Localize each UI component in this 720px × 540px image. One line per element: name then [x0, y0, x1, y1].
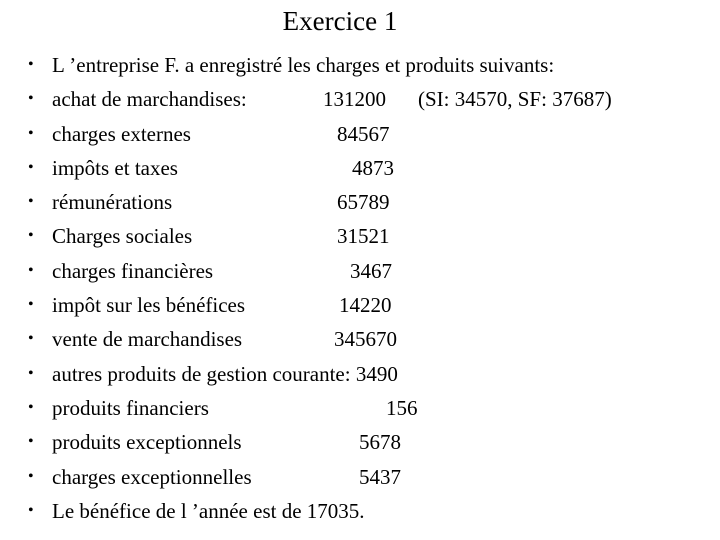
- item-label: achat de marchandises:: [52, 87, 247, 112]
- item-value: 5678: [359, 430, 401, 455]
- item-label: impôt sur les bénéfices: [52, 293, 246, 318]
- item-value: 5437: [359, 464, 401, 489]
- bullet-icon: •: [28, 467, 34, 485]
- bullet-icon: •: [28, 261, 34, 279]
- list-item: [0, 460, 720, 494]
- item-label: charges externes: [52, 121, 191, 146]
- list-item: [0, 494, 720, 528]
- list-item: [0, 357, 720, 391]
- list-item: [0, 254, 720, 288]
- bullet-icon: •: [28, 227, 34, 245]
- list-item: [0, 117, 720, 151]
- bullet-icon: •: [28, 398, 34, 416]
- bullet-list: [0, 48, 720, 528]
- item-label: L ’entreprise F. a enregistré les charges et produits suivants:: [52, 53, 555, 77]
- bullet-icon: •: [28, 158, 34, 176]
- item-label: rémunérations: [52, 190, 173, 215]
- item-value: 4873: [352, 155, 394, 180]
- bullet-icon: •: [28, 501, 34, 519]
- list-item: [0, 425, 720, 459]
- bullet-icon: •: [28, 124, 34, 142]
- item-label: produits financiers: [52, 395, 209, 420]
- list-item: [0, 151, 720, 185]
- page-title: Exercice 1: [282, 6, 398, 36]
- item-value: 131200: [323, 87, 386, 112]
- item-value: 14220: [339, 293, 392, 318]
- list-item: [0, 391, 720, 425]
- item-value: 84567: [337, 121, 390, 146]
- list-item: [0, 322, 720, 356]
- item-label: Le bénéfice de l ’année est de 17035.: [52, 498, 365, 523]
- bullet-icon: •: [28, 433, 34, 451]
- item-label: impôts et taxes: [52, 155, 178, 180]
- item-value: 31521: [337, 224, 390, 249]
- item-label: vente de marchandises: [52, 327, 243, 352]
- bullet-icon: •: [28, 296, 34, 314]
- bullet-icon: •: [28, 364, 34, 382]
- item-value: 65789: [337, 190, 390, 215]
- item-label: Charges sociales: [52, 224, 193, 249]
- item-value: 156: [386, 395, 418, 420]
- item-label: charges financières: [52, 258, 214, 283]
- list-item: [0, 288, 720, 322]
- bullet-icon: •: [28, 90, 34, 108]
- bullet-icon: •: [28, 330, 34, 348]
- list-item: [0, 48, 720, 82]
- list-item: [0, 185, 720, 219]
- list-item: [0, 219, 720, 253]
- bullet-icon: •: [28, 56, 34, 73]
- bullet-icon: •: [28, 193, 34, 211]
- item-label: produits exceptionnels: [52, 430, 242, 455]
- item-label: autres produits de gestion courante: 3490: [52, 361, 398, 386]
- item-extra: (SI: 34570, SF: 37687): [418, 87, 612, 112]
- item-value: 345670: [334, 327, 397, 352]
- item-label: charges exceptionnelles: [52, 464, 252, 489]
- list-item: [0, 82, 720, 116]
- item-value: 3467: [350, 258, 392, 283]
